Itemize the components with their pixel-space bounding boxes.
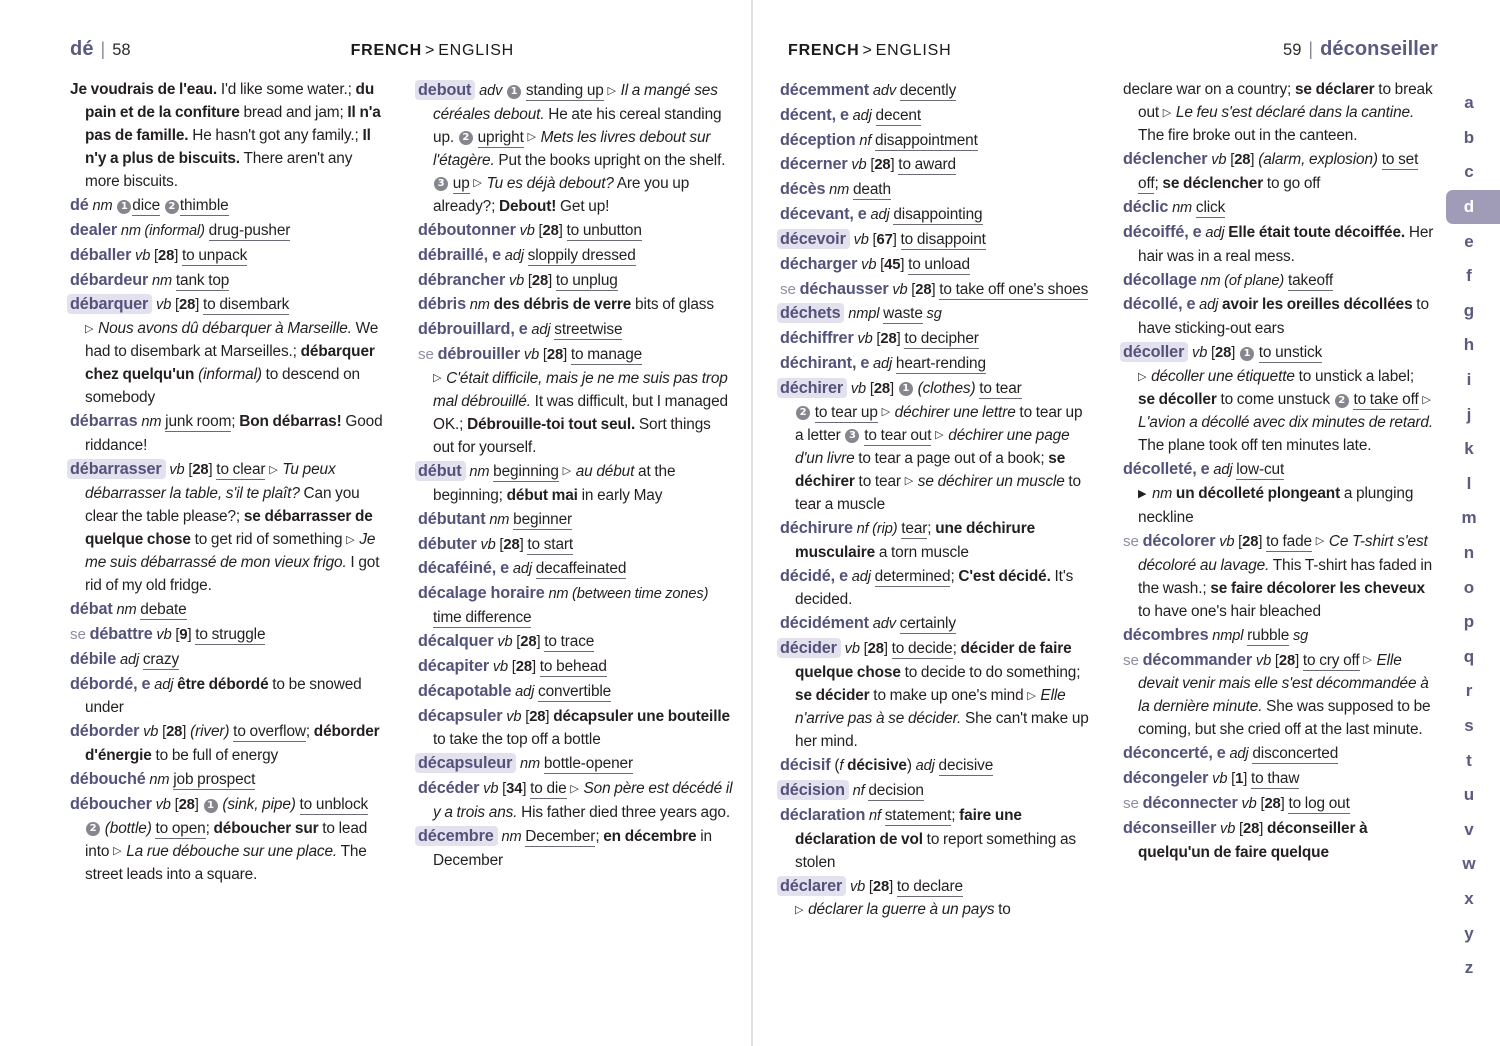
- entry-continuation[interactable]: Je voudrais de l'eau. I'd like some water.; du pain et de la confiture bread and jam; Il n'a pas de famille. He hasn't got any family.; Il n'y a plus de biscuits. There aren't any more biscuits.: [70, 81, 381, 191]
- rail-letter-h[interactable]: h: [1463, 335, 1475, 355]
- dictionary-entry[interactable]: déchiffrer vb [28] to decipher: [780, 329, 979, 348]
- rail-letter-c[interactable]: c: [1464, 162, 1474, 182]
- rail-letter-l[interactable]: l: [1466, 473, 1472, 493]
- dictionary-entry[interactable]: décembre nm December; en décembre in December: [418, 824, 734, 872]
- page-number-right: 59: [1283, 41, 1302, 59]
- alphabet-thumb-index[interactable]: [1438, 0, 1500, 1046]
- dictionary-entry[interactable]: déclic nm click: [1123, 197, 1226, 216]
- rail-letter-o[interactable]: o: [1463, 577, 1475, 597]
- dictionary-entry[interactable]: décalage horaire nm (between time zones) time difference: [418, 584, 709, 627]
- entry-continuation[interactable]: declare war on a country; se déclarer to break out ▷ Le feu s'est déclaré dans la cantine. The fire broke out in the canteen.: [1123, 81, 1433, 145]
- dictionary-entry[interactable]: déconseiller vb [28] déconseiller à quelqu'un de faire quelque: [1123, 818, 1368, 861]
- direction-target-left: ENGLISH: [438, 42, 515, 59]
- rail-letter-g[interactable]: g: [1463, 300, 1475, 320]
- rail-letter-m[interactable]: m: [1461, 508, 1477, 528]
- dictionary-entry[interactable]: décongeler vb [1] to thaw: [1123, 769, 1300, 788]
- dictionary-entry[interactable]: décollage nm (of plane) takeoff: [1123, 270, 1334, 289]
- rail-letter-s[interactable]: s: [1464, 715, 1474, 735]
- rail-letter-j[interactable]: j: [1466, 404, 1472, 424]
- column-2: [418, 78, 734, 1046]
- dictionary-entry[interactable]: dé nm 1 dice 2 thimble: [70, 196, 229, 215]
- dictionary-entry[interactable]: décoiffé, e adj Elle était toute décoiffée. Her hair was in a real mess.: [1123, 222, 1434, 265]
- dictionary-entry[interactable]: déboucher vb [28] 1 (sink, pipe) to unblock 2 (bottle) to open; déboucher sur to lead into ▷ La rue débouche sur une place. The street leads into a square.: [70, 795, 369, 883]
- dictionary-entry[interactable]: décoller vb [28] 1 to unstick ▷ décoller une étiquette to unstick a label; se décoller to come unstuck 2 to take off ▷ L'avion a décollé avec dix minutes de retard. The plane took off ten minutes late.: [1123, 340, 1434, 457]
- rail-letter-y[interactable]: y: [1464, 923, 1474, 943]
- dictionary-entry[interactable]: décapiter vb [28] to behead: [418, 656, 607, 675]
- dictionary-entry[interactable]: débarquer vb [28] to disembark ▷ Nous avons dû débarquer à Marseille. We had to disembark at Marseilles.; débarquer chez quelqu'un (informal) to descend on somebody: [70, 292, 386, 409]
- dictionary-entry[interactable]: débraillé, e adj sloppily dressed: [418, 245, 636, 264]
- rail-letter-z[interactable]: z: [1464, 958, 1474, 978]
- dictionary-entry[interactable]: se déconnecter vb [28] to log out: [1123, 794, 1350, 813]
- rail-letter-a[interactable]: a: [1464, 93, 1474, 113]
- rail-letter-r[interactable]: r: [1465, 681, 1473, 701]
- dictionary-entry[interactable]: décolleté, e adj low-cut ▶ nm un décolleté plongeant a plunging neckline: [1123, 460, 1414, 526]
- dictionary-entry[interactable]: déception nf disappointment: [780, 130, 978, 149]
- dictionary-entry[interactable]: déclencher vb [28] (alarm, explosion) to set off; se déclencher to go off: [1123, 150, 1419, 192]
- dictionary-entry[interactable]: débarras nm junk room; Bon débarras! Good riddance!: [70, 412, 383, 455]
- rail-letter-k[interactable]: k: [1464, 439, 1474, 459]
- dictionary-entry[interactable]: décevoir vb [67] to disappoint: [780, 227, 1091, 252]
- dictionary-entry[interactable]: débrancher vb [28] to unplug: [418, 270, 618, 289]
- running-head-separator-left: |: [100, 39, 106, 59]
- rail-letter-v[interactable]: v: [1464, 819, 1474, 839]
- rail-letter-u[interactable]: u: [1463, 785, 1475, 805]
- dictionary-entry[interactable]: décision nf decision: [780, 778, 1091, 803]
- rail-letter-q[interactable]: q: [1463, 646, 1475, 666]
- running-head-word-left: dé: [70, 38, 94, 60]
- dictionary-entry[interactable]: déchirure nf (rip) tear; une déchirure musculaire a torn muscle: [780, 518, 1036, 561]
- column-4: [1123, 78, 1434, 1046]
- dictionary-entry[interactable]: débutant nm beginner: [418, 509, 573, 528]
- dictionary-entry[interactable]: débat nm debate: [70, 600, 187, 619]
- direction-label-left: [131, 42, 734, 60]
- rail-letter-i[interactable]: i: [1466, 370, 1472, 390]
- rail-letter-b[interactable]: b: [1463, 127, 1475, 147]
- dictionary-entry[interactable]: décéder vb [34] to die ▷ Son père est décédé il y a trois ans. His father died three years ago.: [418, 779, 733, 821]
- dictionary-entry[interactable]: décès nm death: [780, 180, 891, 199]
- dictionary-entry[interactable]: déballer vb [28] to unpack: [70, 245, 248, 264]
- running-head-right: [780, 38, 1438, 72]
- rail-letter-w[interactable]: w: [1462, 854, 1476, 874]
- direction-label-right: [780, 42, 1283, 60]
- dictionary-entry[interactable]: décalquer vb [28] to trace: [418, 632, 595, 651]
- column-3: [780, 78, 1091, 1046]
- dictionary-entry[interactable]: se débattre vb [9] to struggle: [70, 624, 266, 643]
- rail-letter-x[interactable]: x: [1464, 888, 1474, 908]
- dictionary-entry[interactable]: déclaration nf statement; faire une déclaration de vol to report something as stolen: [780, 805, 1076, 871]
- dictionary-entry[interactable]: décaféiné, e adj decaffeinated: [418, 559, 627, 578]
- running-head-left: [70, 38, 734, 72]
- dictionary-entry[interactable]: décapsuleur nm bottle-opener: [418, 751, 734, 776]
- direction-source-left: FRENCH: [350, 42, 423, 59]
- dictionary-entry[interactable]: déchets nmpl waste sg: [780, 301, 1091, 326]
- direction-target-right: ENGLISH: [875, 42, 952, 59]
- running-head-word-right: déconseiller: [1320, 38, 1438, 60]
- dictionary-entry[interactable]: débarrasser vb [28] to clear ▷ Tu peux débarrasser la table, s'il te plaît? Can you clear the table please?; se débarrasser de quelque chose to get rid of something ▷ Je me suis débarrassé de mon vieux frigo. I got rid of my old fridge.: [70, 457, 386, 597]
- dictionary-entry[interactable]: débuter vb [28] to start: [418, 534, 574, 553]
- rail-letter-d[interactable]: d: [1446, 190, 1500, 225]
- dictionary-entry[interactable]: débordé, e adj être débordé to be snowed under: [70, 674, 362, 717]
- dictionary-entry[interactable]: débris nm des débris de verre bits of glass: [418, 295, 714, 314]
- dictionary-entry[interactable]: décidément adv certainly: [780, 614, 956, 633]
- rail-letter-e[interactable]: e: [1464, 231, 1474, 251]
- rail-letter-n[interactable]: n: [1463, 543, 1475, 563]
- dictionary-entry[interactable]: déchirant, e adj heart-rending: [780, 353, 986, 372]
- left-page-columns: [70, 78, 734, 1046]
- dictionary-entry[interactable]: décisif (f décisive) adj decisive: [780, 756, 994, 775]
- dictionary-entry[interactable]: déchirer vb [28] 1 (clothes) to tear 2 to tear up ▷ déchirer une lettre to tear up a letter 3 to tear out ▷ déchirer une page d'un livre to tear a page out of a book; se déchirer to tear ▷ se déchirer un muscle to tear a muscle: [780, 376, 1091, 516]
- dictionary-entry[interactable]: décapsuler vb [28] décapsuler une bouteille to take the top off a bottle: [418, 706, 730, 749]
- right-page-columns: [780, 78, 1438, 1046]
- right-page: [752, 0, 1500, 1046]
- dictionary-entry[interactable]: débile adj crazy: [70, 649, 180, 668]
- dictionary-entry[interactable]: débouché nm job prospect: [70, 770, 256, 789]
- dictionary-entry[interactable]: debout adv 1 standing up ▷ Il a mangé ses céréales debout. He ate his cereal standing up. 2 upright ▷ Mets les livres debout sur l'étagère. Put the books upright on the shelf. 3 up ▷ Tu es déjà debout? Are you up already?; Debout! Get up!: [418, 78, 734, 218]
- dictionary-entry[interactable]: décombres nmpl rubble sg: [1123, 625, 1309, 644]
- running-head-separator-right: |: [1308, 39, 1314, 59]
- page-number-left: 58: [112, 41, 131, 59]
- dictionary-entry[interactable]: décider vb [28] to decide; décider de faire quelque chose to decide to do something; se décider to make up one's mind ▷ Elle n'arrive pas à se décider. She can't make up her mind.: [780, 636, 1091, 753]
- dictionary-entry[interactable]: se déchausser vb [28] to take off one's shoes: [780, 279, 1089, 298]
- direction-arrow-left: >: [425, 42, 436, 59]
- dictionary-entry[interactable]: déconcerté, e adj disconcerted: [1123, 744, 1339, 763]
- dictionary-entry[interactable]: se débrouiller vb [28] to manage ▷ C'était difficile, mais je ne me suis pas trop mal débrouillé. It was difficult, but I managed OK.; Débrouille-toi tout seul. Sort things out for yourself.: [418, 345, 728, 456]
- dictionary-entry[interactable]: décerner vb [28] to award: [780, 155, 956, 174]
- dictionary-entry[interactable]: décidé, e adj determined; C'est décidé. It's decided.: [780, 566, 1074, 609]
- dictionary-entry[interactable]: dealer nm (informal) drug-pusher: [70, 220, 291, 239]
- rail-letter-t[interactable]: t: [1466, 750, 1472, 770]
- dictionary-entry[interactable]: se décommander vb [28] to cry off ▷ Elle devait venir mais elle s'est décommandée à la dernière minute. She was supposed to be coming, but she cried off at the last minute.: [1123, 650, 1431, 739]
- column-1: [70, 78, 386, 1046]
- dictionary-entry[interactable]: décollé, e adj avoir les oreilles décollées to have sticking-out ears: [1123, 295, 1429, 338]
- rail-letter-f[interactable]: f: [1466, 266, 1472, 286]
- rail-letter-p[interactable]: p: [1463, 612, 1475, 632]
- direction-arrow-right: >: [862, 42, 873, 59]
- dictionary-entry[interactable]: déclarer vb [28] to declare ▷ déclarer la guerre à un pays to: [780, 874, 1091, 922]
- dictionary-entry[interactable]: début nm beginning ▷ au début at the beginning; début mai in early May: [418, 459, 734, 507]
- dictionary-entry[interactable]: déborder vb [28] (river) to overflow; déborder d'énergie to be full of energy: [70, 722, 380, 765]
- dictionary-entry[interactable]: se décolorer vb [28] to fade ▷ Ce T-shirt s'est décoloré au lavage. This T-shirt has faded in the wash.; se faire décolorer les cheveux to have one's hair bleached: [1123, 531, 1433, 620]
- dictionary-entry[interactable]: déboutonner vb [28] to unbutton: [418, 220, 642, 239]
- dictionary-entry[interactable]: débrouillard, e adj streetwise: [418, 320, 623, 339]
- dictionary-entry[interactable]: décemment adv decently: [780, 81, 957, 99]
- dictionary-entry[interactable]: décevant, e adj disappointing: [780, 205, 983, 224]
- dictionary-entry[interactable]: décapotable adj convertible: [418, 681, 612, 700]
- dictionary-entry[interactable]: débardeur nm tank top: [70, 270, 230, 289]
- dictionary-entry[interactable]: décharger vb [45] to unload: [780, 254, 970, 273]
- dictionary-entry[interactable]: décent, e adj decent: [780, 105, 922, 124]
- direction-source-right: FRENCH: [788, 42, 860, 59]
